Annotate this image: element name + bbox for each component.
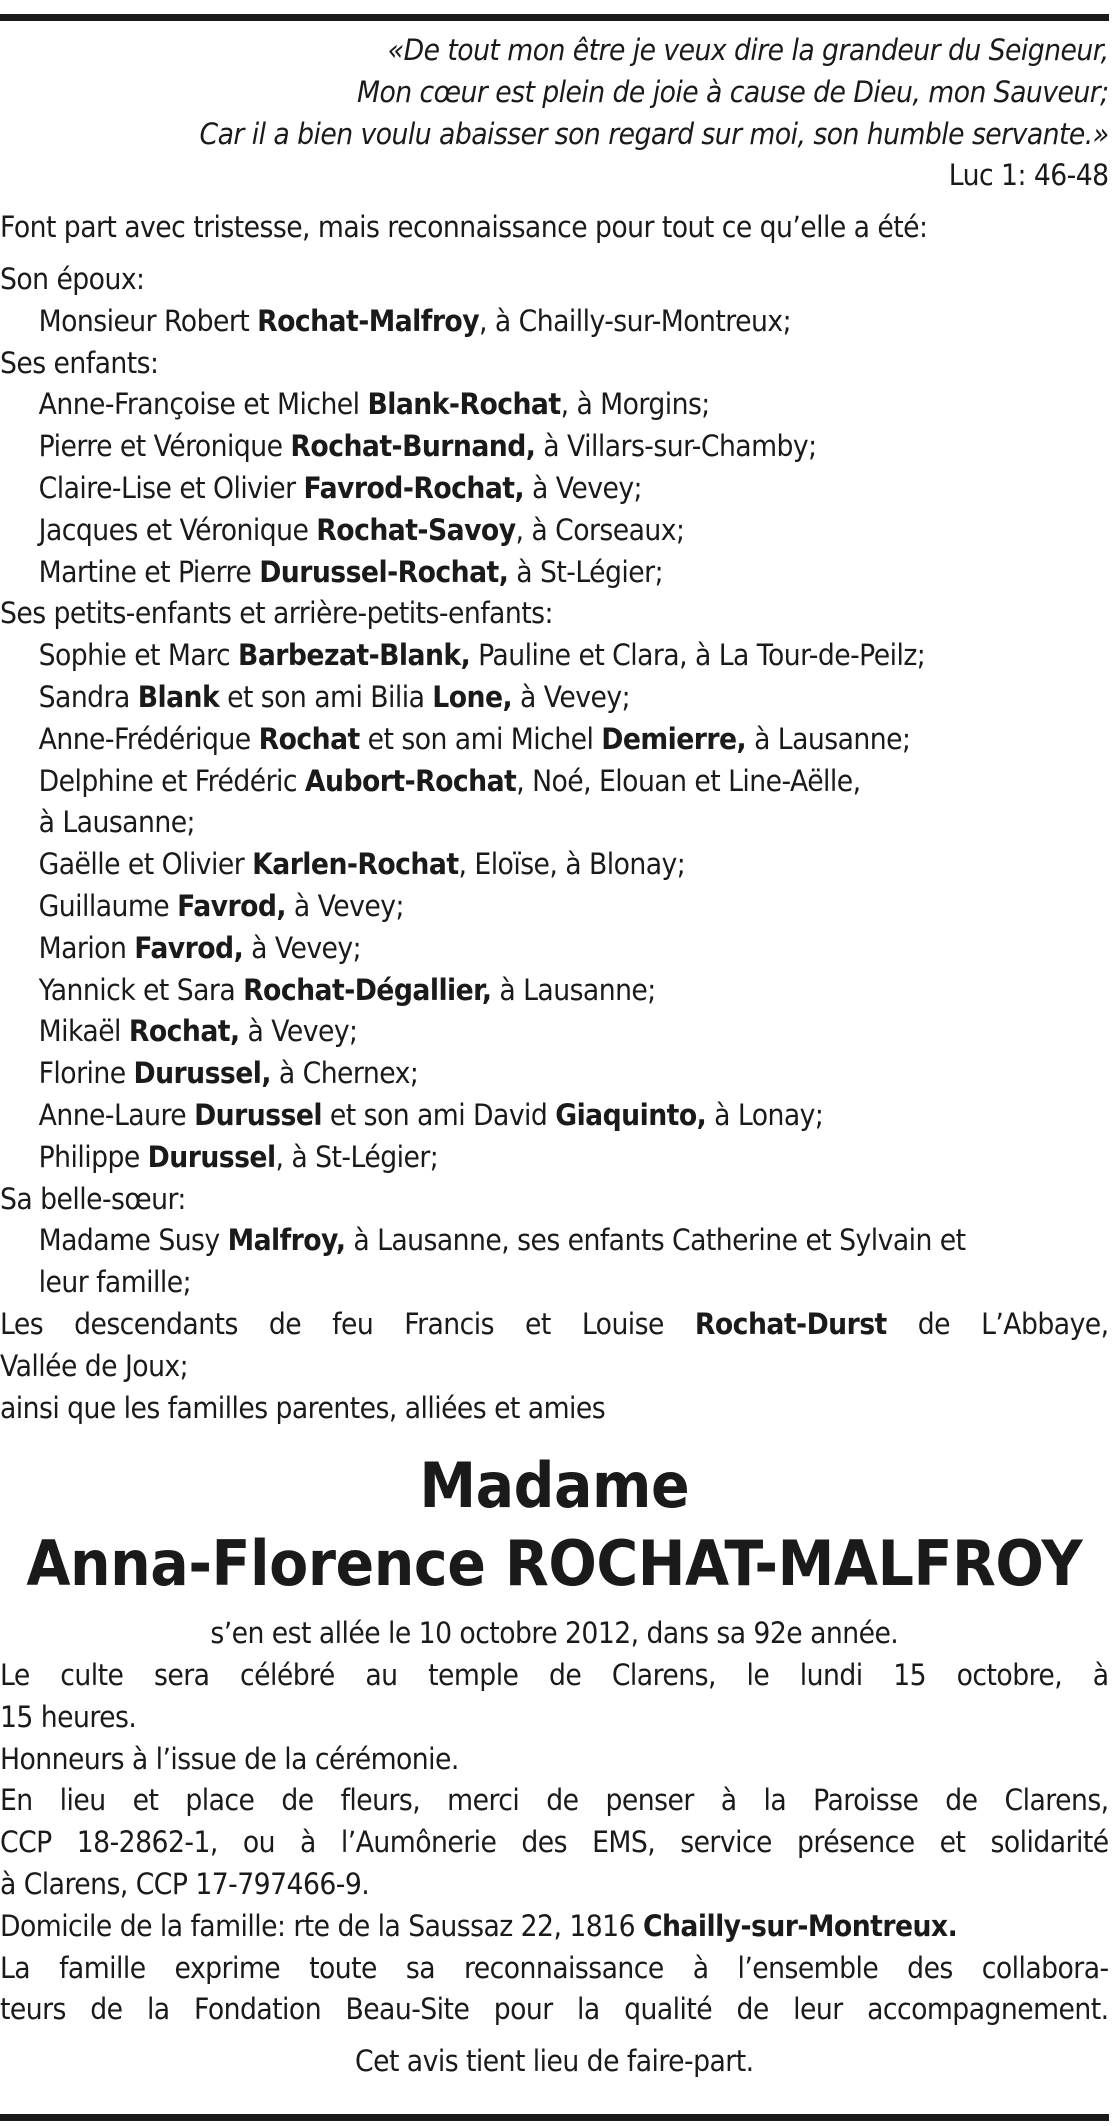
grandchild-entry: Anne-Frédérique Rochat et son ami Michel Demierre, à Lausanne; (38, 721, 911, 756)
sister-in-law-entry: Madame Susy Malfroy, à Lausanne, ses enfants Catherine et Sylvain et (38, 1223, 966, 1258)
sister-in-law-heading: Sa belle-sœur: (0, 1181, 186, 1216)
deceased-title: Madame (419, 1449, 690, 1523)
quote-line: Mon cœur est plein de joie à cause de Dieu, mon Sauveur; (357, 74, 1109, 109)
flowers-text: En lieu et place de fleurs, merci de penser à la Paroisse de Clarens, (0, 1783, 1109, 1818)
grandchild-entry: Florine Durussel, à Chernex; (38, 1056, 419, 1091)
honours-text: Honneurs à l’issue de la cérémonie. (0, 1741, 459, 1776)
grandchild-entry: Mikaël Rochat, à Vevey; (38, 1014, 358, 1049)
grandchild-entry: Gaëlle et Olivier Karlen-Rochat, Eloïse, à Blonay; (38, 847, 686, 882)
child-entry: Jacques et Véronique Rochat-Savoy, à Corseaux; (38, 512, 685, 547)
grandchild-entry: Sophie et Marc Barbezat-Blank, Pauline et Clara, à La Tour-de-Peilz; (38, 638, 926, 673)
service-text: Le culte sera célébré au temple de Clarens, le lundi 15 octobre, à (0, 1658, 1109, 1693)
sister-in-law-continuation: leur famille; (38, 1265, 192, 1300)
descendants-entry: Les descendants de feu Francis et Louise Rochat-Durst de L’Abbaye, (0, 1306, 1109, 1341)
grandchild-entry: Anne-Laure Durussel et son ami David Giaquinto, à Lonay; (38, 1097, 824, 1132)
grandchild-entry: Yannick et Sara Rochat-Dégallier, à Lausanne; (38, 972, 656, 1007)
family-list (0, 259, 1109, 1429)
child-entry: Anne-Françoise et Michel Blank-Rochat, à Morgins; (38, 387, 710, 422)
closing-text: ainsi que les familles parentes, alliées et amies (0, 1390, 606, 1425)
grandchild-entry: Delphine et Frédéric Aubort-Rochat, Noé, Elouan et Line-Aëlle, (38, 763, 861, 798)
child-entry: Claire-Lise et Olivier Favrod-Rochat, à Vevey; (38, 470, 643, 505)
spouse-entry: Monsieur Robert Rochat-Malfroy, à Chailly-sur-Montreux; (38, 303, 792, 338)
service-text-continued: 15 heures. (0, 1699, 137, 1734)
grandchild-entry: Marion Favrod, à Vevey; (38, 930, 362, 965)
bottom-rule (0, 2114, 1109, 2121)
passing-text: s’en est allée le 10 octobre 2012, dans sa 92e année. (210, 1616, 899, 1651)
deceased-name-block (0, 1447, 1109, 1603)
quote-line: Car il a bien voulu abaisser son regard sur moi, son humble servante.» (199, 116, 1109, 151)
domicile-text: Domicile de la famille: rte de la Saussaz 22, 1816 Chailly-sur-Montreux. (0, 1908, 958, 1943)
top-rule (0, 14, 1109, 21)
intro-text: Font part avec tristesse, mais reconnaissance pour tout ce qu’elle a été: (0, 210, 928, 245)
thanks-text-continued: teurs de la Fondation Beau-Site pour la qualité de leur accompagnement. (0, 1992, 1109, 2027)
footer-text: Cet avis tient lieu de faire-part. (355, 2044, 754, 2079)
grandchild-entry-continuation: à Lausanne; (38, 805, 195, 840)
flowers-text-continued: CCP 18-2862-1, ou à l’Aumônerie des EMS, service présence et solidarité (0, 1825, 1109, 1860)
spouse-heading: Son époux: (0, 261, 145, 296)
child-entry: Pierre et Véronique Rochat-Burnand, à Villars-sur-Chamby; (38, 429, 817, 464)
grandchild-entry: Philippe Durussel, à St-Légier; (38, 1139, 439, 1174)
thanks-text: La famille exprime toute sa reconnaissance à l’ensemble des collabora- (0, 1950, 1109, 1985)
child-entry: Martine et Pierre Durussel-Rochat, à St-Légier; (38, 554, 664, 589)
descendants-continuation: Vallée de Joux; (0, 1348, 189, 1383)
ceremony-details (0, 1613, 1109, 2083)
grandchild-entry: Sandra Blank et son ami Bilia Lone, à Vevey; (38, 679, 631, 714)
quote-line: «De tout mon être je veux dire la grandeur du Seigneur, (387, 33, 1109, 67)
obituary-notice (0, 30, 1109, 2083)
flowers-text-end: à Clarens, CCP 17-797466-9. (0, 1867, 370, 1902)
deceased-name: Anna-Florence ROCHAT-MALFROY (26, 1527, 1083, 1601)
children-heading: Ses enfants: (0, 345, 159, 380)
grandchild-entry: Guillaume Favrod, à Vevey; (38, 888, 404, 923)
grandchildren-heading: Ses petits-enfants et arrière-petits-enfants: (0, 596, 553, 631)
quote-reference: Luc 1: 46-48 (948, 158, 1109, 193)
scripture-quote (0, 30, 1109, 197)
